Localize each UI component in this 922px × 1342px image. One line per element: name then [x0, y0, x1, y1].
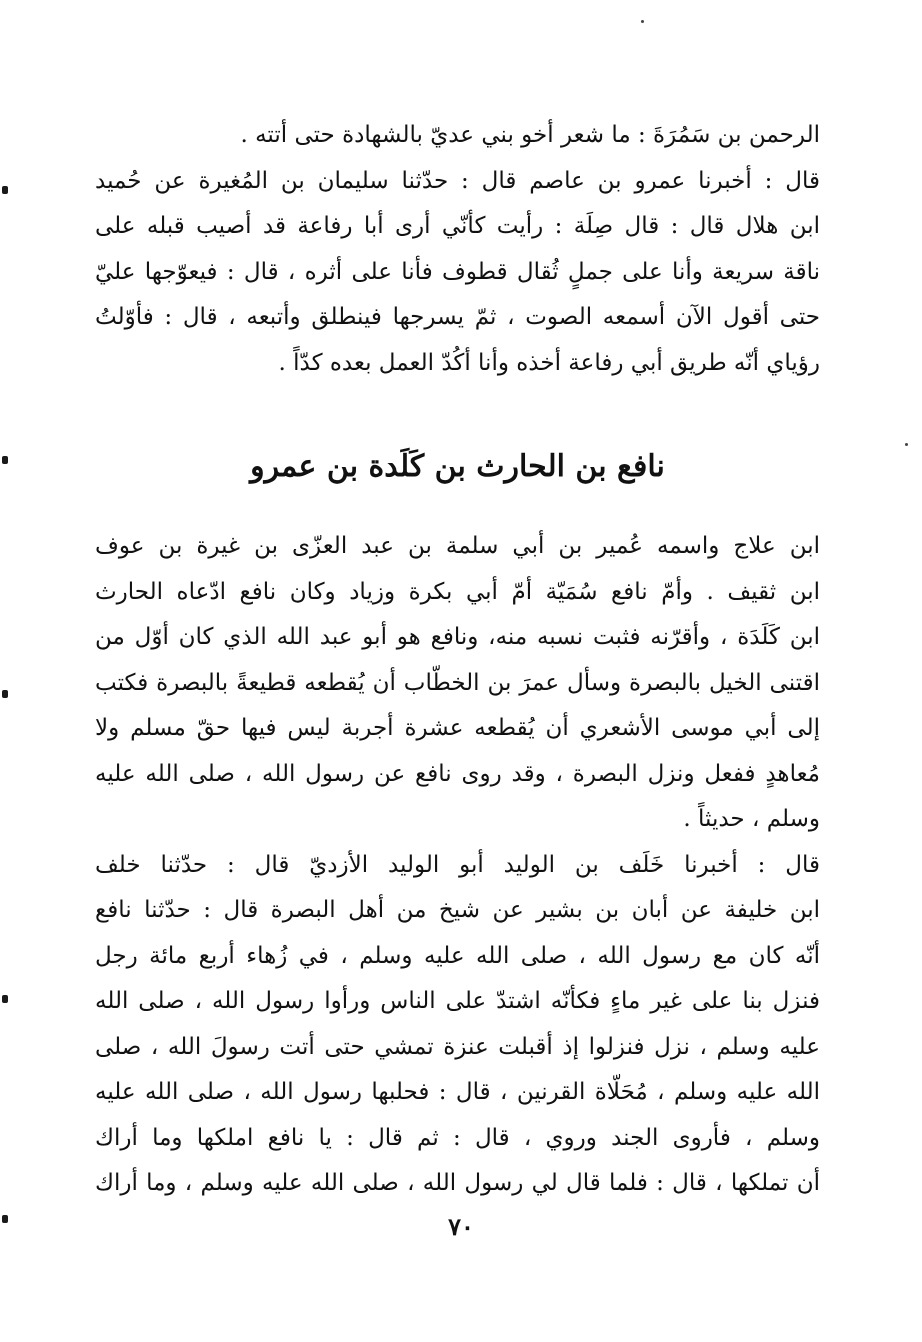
text-line: ابن ثقيف . وأمّ نافع سُمَيّة أمّ أبي بكرة وزياد وكان نافع ادّعاه الحارث	[95, 578, 820, 605]
margin-mark	[2, 995, 8, 1003]
text-line: حتى أقول الآن أسمعه الصوت ، ثمّ يسرجها فينطلق وأتبعه ، قال : فأوّلتُ	[95, 304, 820, 330]
text-line: مُعاهدٍ ففعل ونزل البصرة ، وقد روى نافع عن رسول الله ، صلى الله عليه	[95, 760, 820, 787]
text-line: اقتنى الخيل بالبصرة وسأل عمرَ بن الخطّاب أن يُقطعه قطيعةً بالبصرة فكتب	[95, 669, 820, 696]
text-line: رؤياي أنّه طريق أبي رفاعة أخذه وأنا أكُدّ العمل بعده كدّاً .	[278, 349, 820, 376]
text-line: فنزل بنا على غير ماءٍ فكأنّه اشتدّ على الناس ورأوا رسول الله ، صلى الله	[95, 988, 820, 1014]
scan-speck	[641, 20, 644, 23]
text-line: عليه وسلم ، نزل فنزلوا إذ أقبلت عنزة تمشي حتى أتت رسولَ الله ، صلى	[95, 1033, 820, 1060]
paragraph-top	[95, 113, 820, 386]
margin-mark	[2, 186, 8, 194]
text-line: وسلم ، فأروى الجند وروي ، قال : ثم قال : يا نافع املكها وما أراك	[95, 1124, 820, 1151]
text-line: أن تملكها ، قال : فلما قال لي رسول الله ، صلى الله عليه وسلم ، وما أراك	[95, 1170, 820, 1196]
text-line: ابن هلال قال : قال صِلَة : رأيت كأنّي أرى أبا رفاعة قد أصيب قبله على	[95, 213, 820, 239]
margin-mark	[2, 690, 8, 698]
margin-mark	[2, 1215, 8, 1223]
text-line: قال : أخبرنا عمرو بن عاصم قال : حدّثنا سليمان بن المُغيرة عن حُميد	[95, 167, 820, 194]
text-line: ابن علاج واسمه عُمير بن أبي سلمة بن عبد العزّى بن غيرة بن عوف	[95, 533, 820, 559]
paragraph-main	[95, 524, 820, 1207]
text-line: ابن كَلَدَة ، وأقرّنه فثبت نسبه منه، ونافع هو أبو عبد الله الذي كان أوّل من	[95, 624, 820, 650]
text-line: إلى أبي موسى الأشعري أن يُقطعه عشرة أجربة ليس فيها حقّ مسلم ولا	[95, 715, 820, 741]
text-line: ناقة سريعة وأنا على جملٍ ثُقال قطوف فأنا على أثره ، قال : فيعوّجها عليّ	[95, 258, 820, 285]
page-number: ٧٠	[448, 1212, 474, 1241]
text-line: الرحمن بن سَمُرَةَ : ما شعر أخو بني عديّ بالشهادة حتى أتته .	[240, 122, 820, 148]
text-line: وسلم ، حديثاً .	[683, 806, 820, 832]
text-line: أنّه كان مع رسول الله ، صلى الله عليه وسلم ، في زُهاء أربع مائة رجل	[95, 942, 820, 969]
text-line: قال : أخبرنا خَلَف بن الوليد أبو الوليد الأزديّ قال : حدّثنا خلف	[95, 851, 820, 878]
scan-speck	[905, 443, 908, 446]
margin-mark	[2, 456, 8, 464]
text-line: الله عليه وسلم ، مُحَلّاة القرنين ، قال : فحلبها رسول الله ، صلى الله عليه	[95, 1079, 820, 1105]
text-line: ابن خليفة عن أبان بن بشير عن شيخ من أهل البصرة قال : حدّثنا نافع	[95, 897, 820, 923]
section-heading: نافع بن الحارث بن كَلَدة بن عمرو	[250, 449, 665, 484]
